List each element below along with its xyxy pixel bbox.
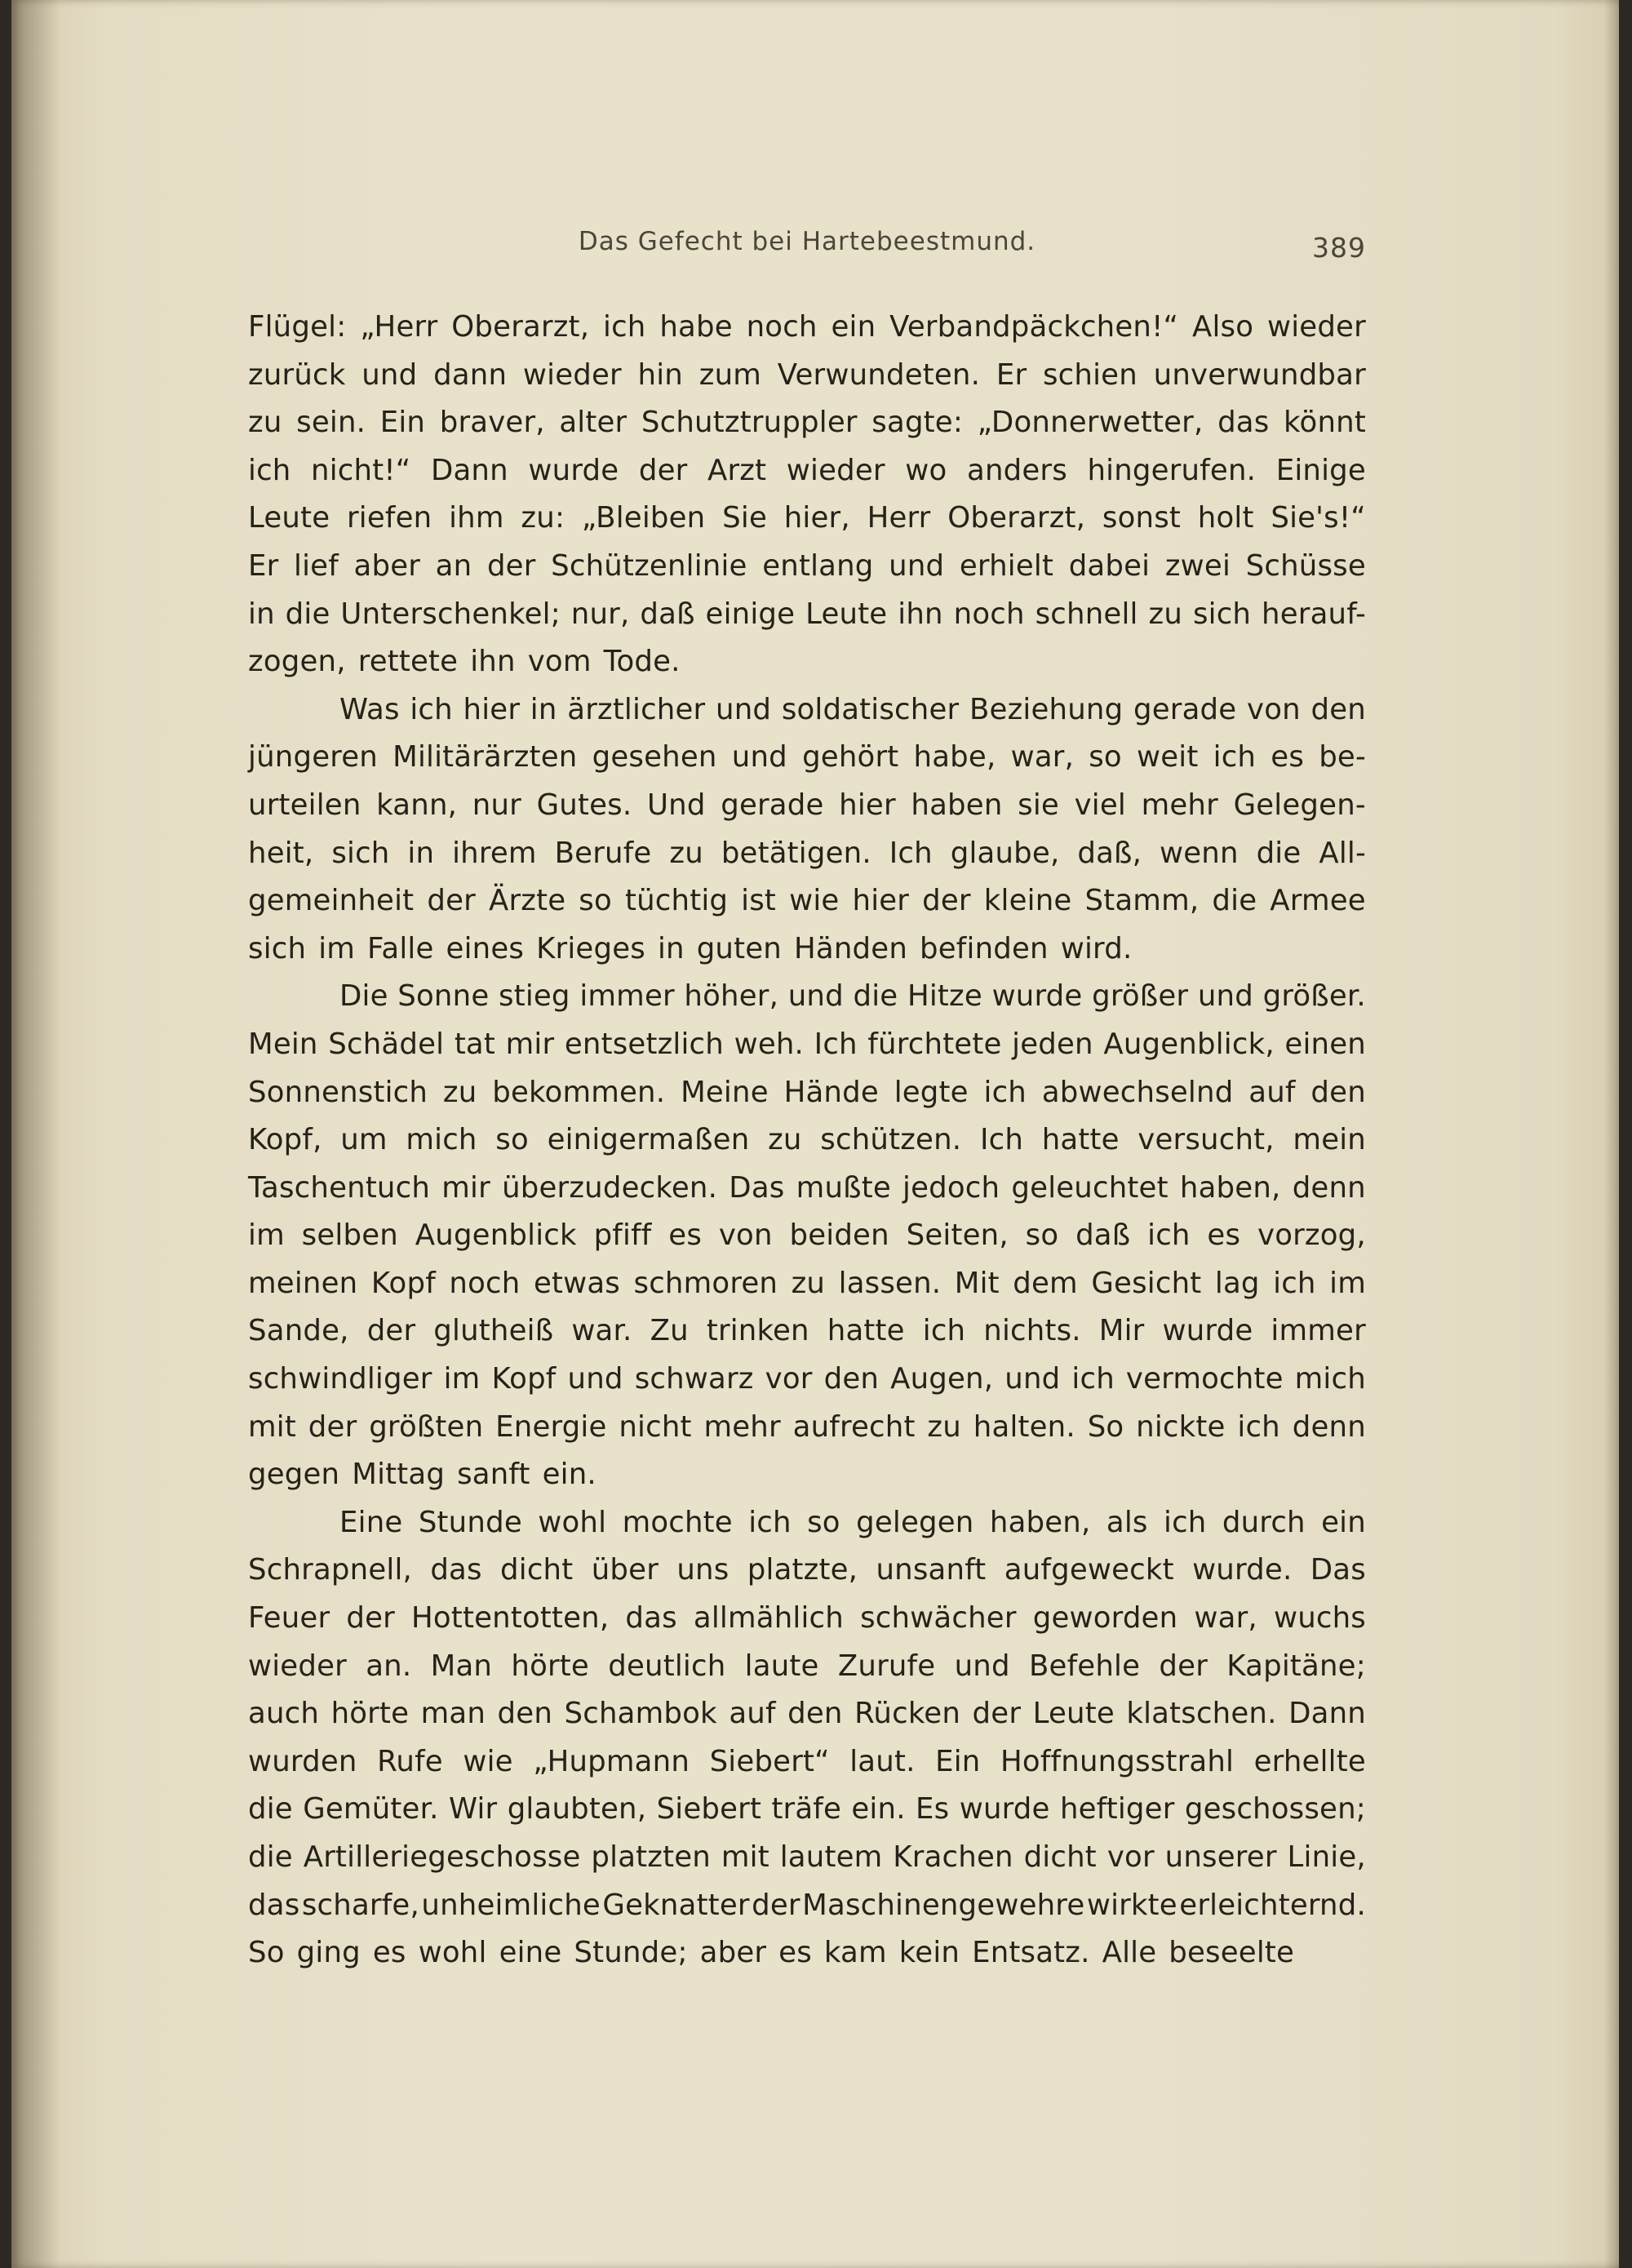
- text-line: Schrapnell, das dicht über uns platzte, unsanft aufgeweckt wurde. Das: [248, 1553, 1366, 1587]
- text-line: Eine Stunde wohl mochte ich so gelegen haben, als ich durch ein: [339, 1505, 1366, 1539]
- text-line: Er lief aber an der Schützenlinie entlang und erhielt dabei zwei Schüsse: [248, 548, 1366, 583]
- text-line: das scharfe, unheimliche Geknatter der Maschinengewehre wirkte erleichternd.: [248, 1888, 1366, 1922]
- page-number: 389: [1312, 232, 1366, 264]
- page-header: [248, 227, 1366, 276]
- text-line: ich nicht!“ Dann wurde der Arzt wieder wo anders hingerufen. Einige: [248, 453, 1366, 487]
- text-line: gegen Mittag sanft ein.: [248, 1458, 596, 1492]
- page-edge-shadow: [1604, 0, 1619, 2268]
- text-line: Kopf, um mich so einigermaßen zu schützen. Ich hatte versucht, mein: [248, 1123, 1366, 1157]
- text-line: jüngeren Militärärzten gesehen und gehört habe, war, so weit ich es be-: [248, 740, 1366, 774]
- text-line: Feuer der Hottentotten, das allmählich schwächer geworden war, wuchs: [248, 1601, 1366, 1636]
- book-page: [11, 0, 1619, 2268]
- text-line: zu sein. Ein braver, alter Schutztruppler sagte: „Donnerwetter, das könnt: [248, 406, 1366, 440]
- paragraph: [248, 686, 1366, 974]
- running-title: Das Gefecht bei Hartebeestmund.: [578, 227, 1036, 256]
- text-line: Flügel: „Herr Oberarzt, ich habe noch ein Verbandpäckchen!“ Also wieder: [248, 310, 1366, 344]
- text-line: meinen Kopf noch etwas schmoren zu lassen. Mit dem Gesicht lag ich im: [248, 1266, 1366, 1300]
- text-line: die Gemüter. Wir glaubten, Siebert träfe ein. Es wurde heftiger geschossen;: [248, 1792, 1366, 1826]
- text-line: Taschentuch mir überzudecken. Das mußte jedoch geleuchtet haben, denn: [248, 1170, 1366, 1205]
- text-line: sich im Falle eines Krieges in guten Händen befinden wird.: [248, 931, 1133, 965]
- text-line: in die Unterschenkel; nur, daß einige Leute ihn noch schnell zu sich herauf-: [248, 597, 1366, 631]
- paragraph: [248, 1499, 1366, 1977]
- text-line: Mein Schädel tat mir entsetzlich weh. Ich fürchtete jeden Augenblick, einen: [248, 1027, 1366, 1061]
- text-line: wurden Rufe wie „Hupmann Siebert“ laut. Ein Hoffnungsstrahl erhellte: [248, 1744, 1366, 1778]
- text-line: Die Sonne stieg immer höher, und die Hitze wurde größer und größer.: [339, 979, 1366, 1014]
- text-line: Leute riefen ihm zu: „Bleiben Sie hier, Herr Oberarzt, sonst holt Sie's!“: [248, 501, 1366, 535]
- text-line: mit der größten Energie nicht mehr aufrecht zu halten. So nickte ich denn: [248, 1409, 1366, 1444]
- paragraph: [248, 973, 1366, 1499]
- text-line: Was ich hier in ärztlicher und soldatischer Beziehung gerade von den: [339, 692, 1366, 726]
- text-line: auch hörte man den Schambok auf den Rücken der Leute klatschen. Dann: [248, 1697, 1366, 1731]
- text-line: wieder an. Man hörte deutlich laute Zurufe und Befehle der Kapitäne;: [248, 1649, 1366, 1683]
- text-line: schwindliger im Kopf und schwarz vor den Augen, und ich vermochte mich: [248, 1362, 1366, 1396]
- body-text: [248, 304, 1366, 1977]
- text-line: urteilen kann, nur Gutes. Und gerade hier haben sie viel mehr Gelegen-: [248, 788, 1366, 822]
- text-line: zurück und dann wieder hin zum Verwundeten. Er schien unverwundbar: [248, 357, 1366, 392]
- text-line: zogen, rettete ihn vom Tode.: [248, 645, 681, 679]
- text-line: So ging es wohl eine Stunde; aber es kam kein Entsatz. Alle beseelte: [248, 1936, 1295, 1970]
- text-line: Sande, der glutheiß war. Zu trinken hatte ich nichts. Mir wurde immer: [248, 1314, 1366, 1348]
- text-line: gemeinheit der Ärzte so tüchtig ist wie hier der kleine Stamm, die Armee: [248, 884, 1366, 918]
- text-line: die Artilleriegeschosse platzten mit lautem Krachen dicht vor unserer Linie,: [248, 1840, 1366, 1874]
- text-line: heit, sich in ihrem Berufe zu betätigen. Ich glaube, daß, wenn die All-: [248, 836, 1366, 870]
- binding-shadow: [11, 0, 60, 2268]
- text-line: im selben Augenblick pfiff es von beiden Seiten, so daß ich es vorzog,: [248, 1218, 1366, 1253]
- paragraph: [248, 304, 1366, 686]
- text-line: Sonnenstich zu bekommen. Meine Hände legte ich abwechselnd auf den: [248, 1075, 1366, 1109]
